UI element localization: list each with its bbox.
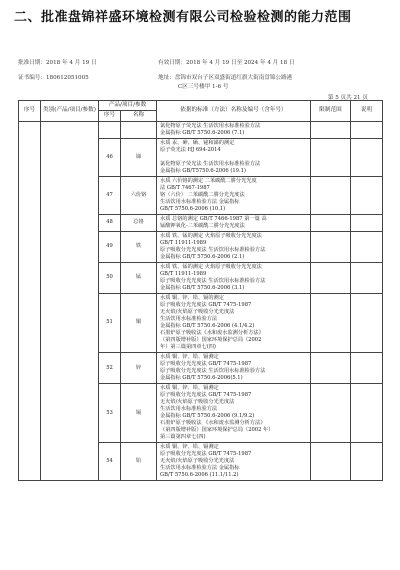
standard-line: 水质 铜、锌、铅、镉测定 [160, 354, 219, 360]
standard-line: 铬（六价） 二苯碳酰二肼分光光度法 [160, 191, 245, 198]
certificate-value: 180612051005 [45, 75, 89, 81]
cell-item-no: 48 [99, 214, 121, 231]
cell-item-name: 总铬 [121, 214, 157, 231]
standard-line: 水质 铁、锰的测定 火焰原子吸收分光光度法 [160, 263, 262, 270]
valid-period-value: 2018 年 4 月 19 日至 2024 年 4 月 18 日 [185, 60, 295, 66]
cell-item-no: 50 [99, 262, 121, 293]
standard-line: 金属指标 GB/T 5750.6-2006(5.1) [160, 375, 243, 382]
header-note: 说明 [351, 101, 383, 122]
cell-standard [157, 262, 311, 293]
cell-item-name: 镉 [121, 384, 157, 443]
standard-line: 水质 汞、砷、硒、铋和锑的测定 [160, 139, 235, 146]
page-number: 第 5 页共 21 页 [327, 95, 368, 101]
cell-standard [157, 231, 311, 262]
cell-item-name [121, 121, 157, 138]
cell-standard [157, 443, 311, 481]
standard-line: 原子吸收分光光度法 GB/T 7475-1987 [160, 301, 252, 308]
standard-line: GB/T 11911-1989 [160, 239, 207, 246]
standard-line: 原子吸收分光光度法 GB/T 7475-1987 [160, 392, 252, 399]
standard-line: GB/T 5750.6-2006 (10.1) [160, 205, 226, 212]
standard-line: 生活饮用水标准检验方法 [160, 406, 218, 413]
cell-note [351, 138, 383, 176]
standard-line: 氯化物原子荧光法 生活饮用水标准检验方法 [160, 122, 261, 129]
cell-note [351, 121, 383, 138]
standard-line: 原子荧光法 HJ 694-2014 [160, 146, 221, 153]
cell-standard [157, 121, 311, 138]
standard-line: 锰酸钾氧化-二苯碳酰二肼分光光度法 [160, 222, 245, 229]
cell-limit [311, 121, 351, 138]
cell-item-name: 铅 [121, 443, 157, 481]
standard-line: 生活饮用水标准检验方法 金属指标 [160, 465, 240, 472]
standard-line: 水质 总铬的测定 GB/T 7466-1987 第一篇 高 [160, 215, 267, 222]
standard-line [160, 154, 307, 161]
table-body [19, 121, 383, 481]
standard-line: 水质 铜、锌、铅、镉测定 [160, 444, 219, 451]
standard-line: 水质 铜、锌、铅、镉测定 [160, 385, 219, 392]
cell-standard [157, 214, 311, 231]
approval-date-value: 2018 年 4 月 19 日 [45, 60, 97, 66]
cell-standard [157, 353, 311, 384]
header-item-no: 序号 [99, 111, 121, 121]
standard-line: 金属指标 GB/T5750.6-2006 (19.1) [160, 167, 246, 174]
cell-limit [311, 138, 351, 176]
cell-note [351, 353, 383, 384]
header-item-group: 产品/项目/参数 [99, 101, 157, 111]
cell-item-no: 52 [99, 353, 121, 384]
header-limit: 限制范围 [311, 101, 351, 122]
cell-note [351, 443, 383, 481]
valid-period-label: 有效日期： [158, 60, 186, 66]
standard-line: 石墨炉原子吸收法《水和废水监测分析方法》 [160, 329, 264, 336]
cell-limit [311, 214, 351, 231]
standard-line: 水质 铜、锌、铅、镉的测定 [160, 294, 224, 301]
cell-category [41, 121, 99, 481]
header-seq: 序号 [19, 101, 41, 122]
cell-standard [157, 138, 311, 176]
standard-line: 第三篇第四章七(四) [160, 434, 206, 441]
cell-item-name: 锌 [121, 353, 157, 384]
cell-note [351, 293, 383, 352]
standard-line: 金属指标 GB/T 5750.6-2006 (7.1) [160, 129, 245, 136]
address-line-2: C区三号楼甲 1-6 号 [178, 84, 229, 90]
cell-item-name: 铁 [121, 231, 157, 262]
standard-line: 石墨炉原子吸收法 《水和废水监测分析方法》 [160, 420, 266, 427]
cell-item-no: 54 [99, 443, 121, 481]
cell-item-name: 锑 [121, 138, 157, 176]
standard-line: GB/T 5750.6-2006 (11.1/11.2) [160, 472, 239, 479]
cell-limit [311, 353, 351, 384]
cell-standard [157, 176, 311, 214]
page-heading: 二、批准盘锦祥盛环境检测有限公司检验检测的能力范围 [14, 10, 352, 25]
cell-standard [157, 293, 311, 352]
cell-limit [311, 176, 351, 214]
cell-limit [311, 262, 351, 293]
standard-line: 年）第三篇第四章七(四) [160, 343, 216, 350]
approval-date-label: 批准日期： [18, 60, 46, 66]
standard-line: （第四版增补版）国家环境保护总局（2002 [160, 336, 262, 343]
address-line-1: 盘锦市双台子区双盛街道红旗大街南盘锦公路港 [174, 75, 293, 81]
standard-line: 金属指标 GB/T 5750.6-2006 (3.1) [160, 284, 245, 291]
cell-limit [311, 293, 351, 352]
standard-line: 金属指标 GB/T 5750.6-2006 (9.1/9.2) [160, 413, 255, 420]
cell-note [351, 262, 383, 293]
header-category: 类别(产品/项目/参数) [41, 101, 99, 122]
cell-note [351, 176, 383, 214]
capability-table [18, 100, 383, 481]
standard-line: 生活饮用水标准检验方法 金属指标 [160, 198, 240, 205]
cell-item-no: 46 [99, 138, 121, 176]
certificate-label: 证书编号： [18, 75, 46, 81]
cell-note [351, 214, 383, 231]
standard-line: 原子吸收分光光度法 生活饮用水标准检验方法 [160, 246, 266, 253]
standard-line: GB/T 11911-1989 [160, 270, 207, 277]
cell-limit [311, 384, 351, 443]
address-label: 地址： [158, 75, 175, 81]
standard-line: 水质 六价铬的测定 二苯碳酰二肼分光光度 [160, 177, 257, 184]
cell-limit [311, 443, 351, 481]
cell-seq [19, 121, 41, 481]
valid-period [158, 58, 295, 66]
cell-note [351, 231, 383, 262]
standard-line: 原子吸收分光光度法 GB/T 7475-1987 [160, 361, 252, 368]
standard-line: 金属指标 GB/T 5750.6-2006 (4.1/4.2) [160, 322, 255, 329]
address [158, 73, 292, 81]
cell-item-no [99, 121, 121, 138]
standard-line: 金属指标 GB/T 5750.6-2006 (2.1) [160, 253, 245, 260]
standard-line: 氯化物原子荧光法 生活饮用水标准检验方法 [160, 160, 261, 167]
cell-standard [157, 384, 311, 443]
cell-note [351, 384, 383, 443]
approval-date [18, 58, 97, 66]
cell-item-no: 49 [99, 231, 121, 262]
table-header-row [19, 101, 383, 111]
cell-item-name: 六价铬 [121, 176, 157, 214]
standard-line: 水质 铁、锰的测定 火焰原子吸收分光光度法 [160, 232, 262, 239]
header-standard: 依据的标准（方法）名称及编号（含年号） [157, 101, 311, 122]
standard-line: 法 GB/T 7467-1987 [160, 184, 210, 191]
standard-line: 原子吸收分光光度法 生活饮用水标准检验方法 [160, 368, 266, 375]
header-item-name: 名称 [121, 111, 157, 121]
table-row [19, 121, 383, 138]
cell-limit [311, 231, 351, 262]
standard-line: （第四版增补版）国家环境保护总局（2002 年） [160, 427, 274, 434]
standard-line: 无火焰/火焰原子吸收分光光度法 [160, 308, 235, 315]
cell-item-name: 铜 [121, 293, 157, 352]
cell-item-name: 锰 [121, 262, 157, 293]
cell-item-no: 51 [99, 293, 121, 352]
certificate-number [18, 73, 89, 81]
standard-line: 无火焰/火焰原子吸收分光光度法 [160, 458, 235, 465]
standard-line: 生活饮用水标准检验方法 [160, 315, 218, 322]
standard-line: 原子吸收分光光度法 GB/T 7475-1987 [160, 451, 252, 458]
standard-line: 原子吸收分光光度法 生活饮用水标准检验方法 [160, 277, 266, 284]
cell-item-no: 53 [99, 384, 121, 443]
cell-item-no: 47 [99, 176, 121, 214]
standard-line: 无火焰/火焰原子吸收分光光度法 [160, 399, 235, 406]
